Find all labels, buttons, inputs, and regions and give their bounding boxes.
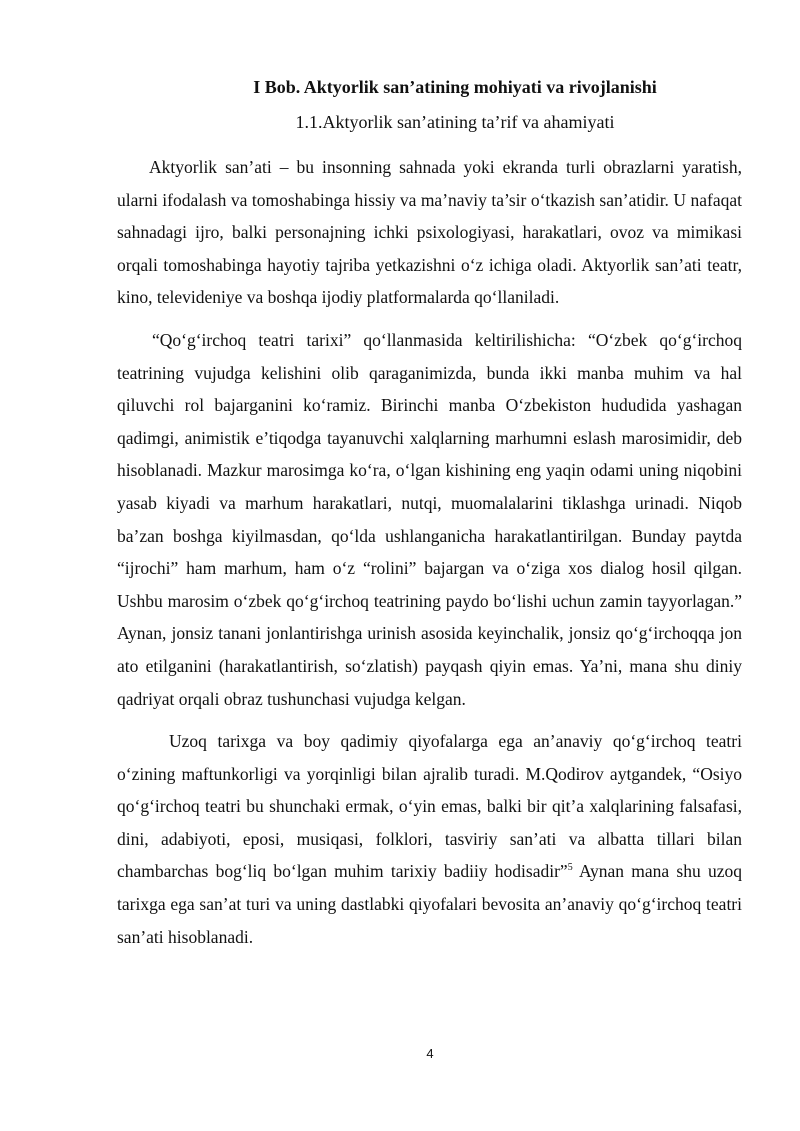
body-text — [117, 151, 742, 963]
page-number: 4 — [426, 1046, 434, 1061]
paragraph — [117, 725, 742, 953]
paragraph: “Qo‘g‘irchoq teatri tarixi” qo‘llanmasida keltirilishicha: “O‘zbek qo‘g‘irchoq teatrining vujudga kelishini olib qaraganimizda, bunda ikki manba muhim va hal qiluvchi rol bajarganini ko‘ramiz. Birinchi manba O‘zbekiston hududida yashagan qadimgi, animistik e’tiqodga tayanuvchi xalqlarning marhumni eslash marosimidir, deb hisoblanadi. Mazkur marosimga ko‘ra, o‘lgan kishining eng yaqin odami uning niqobini yasab kiyadi va marhum harakatlari, nutqi, muomalalarini tiklashga urinadi. Niqob ba’zan boshga kiyilmasdan, qo‘lda ushlanganicha harakatlantirilgan. Bunday paytda “ijrochi” ham marhum, ham o‘z “rolini” bajargan va o‘ziga xos dialog hosil qilgan. Ushbu marosim o‘zbek qo‘g‘irchoq teatrining paydo bo‘lishi uchun zamin tayyorlagan.” Aynan, jonsiz tanani jonlantirishga urinish asosida keyinchalik, jonsiz qo‘g‘irchoqqa jon ato etilganini (harakatlantirish, so‘zlatish) payqash qiyin emas. Ya’ni, mana shu diniy qadriyat orqali obraz tushunchasi vujudga kelgan. — [117, 329, 742, 709]
chapter-title: I Bob. Aktyorlik san’atining mohiyati va rivojlanishi — [253, 77, 657, 97]
paragraph-text: Uzoq tarixga va boy qadimiy qiyofalarga ega an’anaviy qo‘g‘irchoq teatri o‘zining maftunkorligi va yorqinligi bilan ajralib turadi. M.Qodirov aytgandek, “Osiyo qo‘g‘irchoq teatri bu shunchaki ermak, o‘yin emas, balki bir qit’a xalqlarining falsafasi, dini, adabiyoti, eposi, musiqasi, folklori, tasviriy san’ati va albatta tillari bilan chambarchas bog‘liq bo‘lgan muhim tarixiy badiiy hodisadir” — [117, 731, 742, 882]
footnote-reference[interactable]: 5 — [567, 862, 573, 874]
paragraph-text: Aynan mana shu uzoq tarixga ega san’at turi va uning dastlabki qiyofalari bevosita an’anaviy qo‘g‘irchoq teatri san’ati hisoblanadi. — [117, 861, 742, 947]
section-title: 1.1.Aktyorlik san’atining ta’rif va ahamiyati — [295, 112, 615, 132]
paragraph: Aktyorlik san’ati – bu insonning sahnada yoki ekranda turli obrazlarni yaratish, ularni ifodalash va tomoshabinga hissiy va ma’naviy ta’sir o‘tkazish san’atidir. U nafaqat sahnadagi ijro, balki personajning ichki psixologiyasi, harakatlari, ovoz va mimikasi orqali tomoshabinga hayotiy tajriba yetkazishni o‘z ichiga oladi. Aktyorlik san’ati teatr, kino, televideniye va boshqa ijodiy platformalarda qo‘llaniladi. — [117, 157, 742, 308]
